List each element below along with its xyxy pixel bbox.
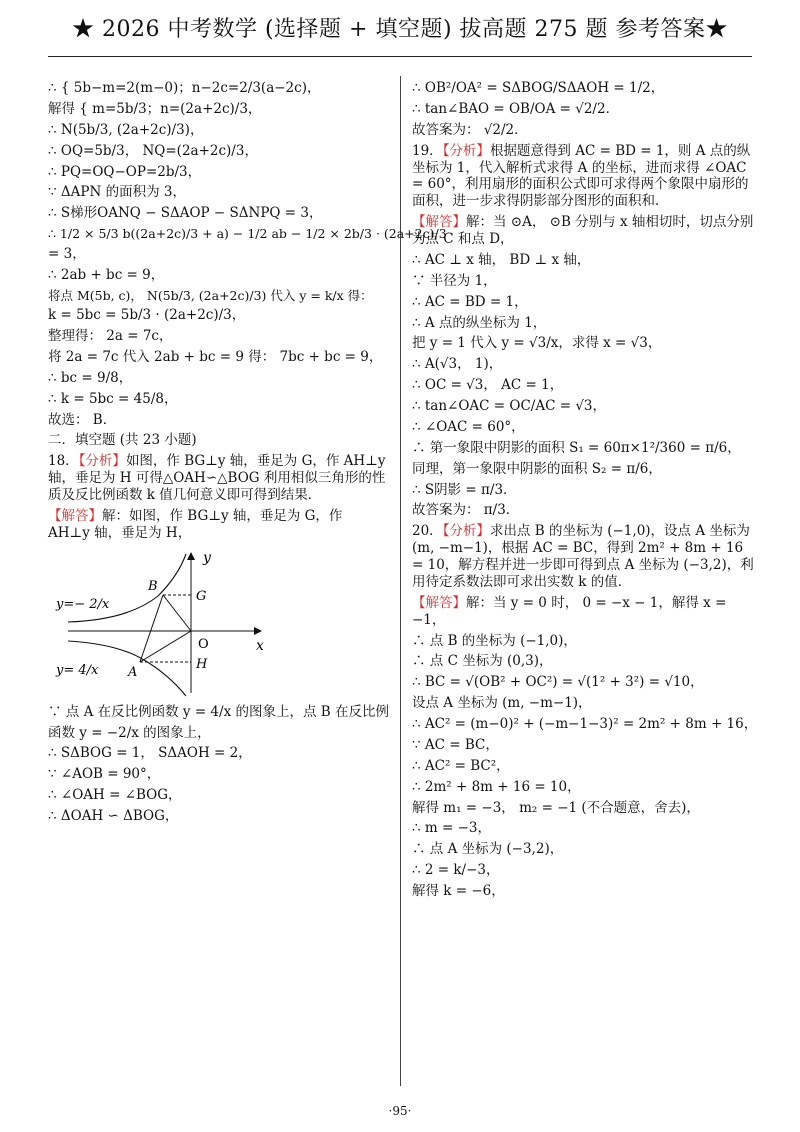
text-line: 故选： B． [48,411,117,428]
text-line: ∵ 半径为 1， [412,272,497,289]
analysis-text: 根据题意得到 AC = BD = 1，则 A 点的纵坐标为 1，代入解析式求得 A 的坐标，进而求得 ∠OAC = 60°，利用扇形的面积公式即可求得两个象限中扇形的面积，进一步求得阴影部分图形的面积和． [412,142,751,210]
q19-analysis [412,141,757,213]
answer-tag: 【解答】 [412,594,466,611]
text-line: ∴ m = −3， [412,820,491,837]
text-line: ∴ AC ⊥ x 轴， BD ⊥ x 轴， [412,251,591,268]
text-line: ∴ { 5b−m=2(m−0)；n−2c=2/3(a−2c)， [48,80,321,96]
segment-oa [140,631,191,662]
analysis-text: 求出点 B 的坐标为 (−1,0)，设点 A 坐标为 (m, −m−1)，根据 AC = BC，得到 2m² + 8m + 16 = 10，解方程并进一步即可得到点 A 坐标为 (−3,2)，利用待定系数法即可求出实数 k 的值． [412,523,754,590]
text-line: 函数 y = −2/x 的图象上， [48,724,211,741]
text-line: 把 y = 1 代入 y = √3/x，求得 x = √3， [412,335,662,352]
right-column [412,78,757,902]
segment-ob [163,595,191,631]
text-line: ∴ 2m² + 8m + 16 = 10， [412,778,581,795]
text-line: 将 2a = 7c 代入 2ab + bc = 9 得： 7bc + bc = 9， [48,348,383,365]
answer-text: 解：如图，作 BG⊥y 轴，垂足为 G，作 AH⊥y 轴，垂足为 H， [48,507,343,541]
origin-label: O [198,636,209,652]
y-axis-label: y [203,549,211,566]
answer-tag: 【解答】 [48,507,102,524]
analysis-tag: 【分析】 [78,453,126,470]
text-line: 设点 A 坐标为 (m, −m−1)， [412,695,592,712]
answer-text: 解：当 y = 0 时， 0 = −x − 1，解得 x = −1， [412,594,727,628]
text-line: ∴ S阴影 = π/3． [412,481,517,498]
analysis-tag: 【分析】 [442,142,490,159]
text-line: ∴ 点 A 坐标为 (−3,2)， [412,841,564,858]
text-line: 故答案为： π/3． [412,502,520,519]
text-line: ∴ ∠OAH = ∠BOG， [48,787,182,804]
text-line: ∴ AC² = (m−0)² + (−m−1−3)² = 2m² + 8m + 16， [412,716,758,732]
question-number: 20． [412,523,443,540]
q18-analysis [48,451,388,506]
text-line: ∵ 点 A 在反比例函数 y = 4/x 的图象上，点 B 在反比例 [48,703,389,720]
q19-answer [412,212,757,250]
text-line: ∵ AC = BC， [412,736,499,753]
text-line: 解得 { m=5b/3；n=(2a+2c)/3， [48,100,262,117]
text-line: ∴ ΔOAH ∽ ΔBOG， [48,808,179,824]
text-line: 同理，第一象限中阴影的面积 S₂ = π/6， [412,460,662,477]
text-line: ∴ PQ=OQ−OP=2b/3， [48,163,202,180]
text-line: ∴ OB²/OA² = SΔBOG/SΔAOH = 1/2， [412,80,665,96]
text-line: ∴ 点 C 坐标为 (0,3)， [412,653,553,670]
answer-tag: 【解答】 [412,214,466,231]
text-line: ∴ SΔBOG = 1， SΔAOH = 2， [48,745,252,762]
text-line: ∴ N(5b/3, (2a+2c)/3)， [48,121,204,138]
text-line: ∴ bc = 9/8， [48,369,133,386]
q20-analysis [412,521,757,593]
point-h-label: H [196,656,208,672]
text-line: ∴ AC² = BC²， [412,757,510,774]
text-line: ∴ OQ=5b/3， NQ=(2a+2c)/3， [48,142,258,159]
text-line: ∴ S梯形OANQ − SΔAOP − SΔNPQ = 3， [48,205,323,222]
text-line: ∴ 2ab + bc = 9， [48,266,165,283]
header-rule [48,56,752,57]
q20-answer [412,593,757,631]
text-line: ∴ OC = √3， AC = 1， [412,377,564,394]
text-line: ∴ 1/2 × 5/3 b((2a+2c)/3 + a) − 1/2 ab − 1/2 × 2b/3 · (2a+2c)/3 [48,226,447,242]
question-number: 18． [48,453,79,470]
text-line: ∴ 第一象限中阴影的面积 S₁ = 60π×1²/360 = π/6， [412,439,741,456]
lower-curve-label: y= 4/x [56,662,99,678]
text-line: 解得 m₁ = −3， m₂ = −1 (不合题意，舍去)， [412,799,700,816]
text-line: ∴ k = 5bc = 45/8， [48,390,178,407]
text-line: 将点 M(5b, c)， N(5b/3, (2a+2c)/3) 代入 y = k/x 得： [48,287,373,303]
x-axis-label: x [256,637,264,654]
text-line: ∴ tan∠OAC = OC/AC = √3， [412,398,607,414]
text-line: ∴ A(√3， 1)， [412,356,503,373]
x-axis-arrow [254,627,262,635]
section-heading: 二．填空题 (共 23 小题) [48,432,197,449]
q18-diagram [48,548,348,698]
q18-answer [48,506,388,544]
point-a-label: A [128,664,138,680]
analysis-tag: 【分析】 [442,523,490,540]
text-line: ∵ ∠AOB = 90°， [48,766,161,783]
text-line: ∴ 2 = k/−3， [412,862,500,879]
text-line: 整理得： 2a = 7c， [48,328,173,344]
text-line: ∴ 点 B 的坐标为 (−1,0)， [412,632,577,649]
point-g-label: G [196,588,207,604]
text-line: ∴ AC = BD = 1， [412,293,528,310]
text-line: ∴ tan∠BAO = OB/OA = √2/2． [412,100,620,117]
text-line: ∵ ΔAPN 的面积为 3， [48,184,186,201]
answer-text: 解：当 ⊙A， ⊙B 分别与 x 轴相切时，切点分别为点 C 和点 D， [412,214,754,247]
page-header: ★ 2026 中考数学 (选择题 + 填空题) 拔高题 275 题 参考答案★ [71,17,729,42]
text-line: ∴ A 点的纵坐标为 1， [412,314,547,331]
text-line: 故答案为： √2/2． [412,121,528,138]
text-line: k = 5bc = 5b/3 · (2a+2c)/3， [48,307,246,324]
page-number: ·95· [388,1104,412,1118]
text-line: ∴ ∠OAC = 60°， [412,418,525,435]
analysis-text: 如图，作 BG⊥y 轴，垂足为 G，作 AH⊥y 轴，垂足为 H 可得△OAH∽△BOG 利用相似三角形的性质及反比例函数 k 值几何意义即可得到结果． [48,453,386,503]
upper-curve-label: y=− 2/x [56,596,110,612]
point-b-label: B [148,578,158,594]
question-number: 19． [412,142,443,159]
text-line: 解得 k = −6， [412,883,505,899]
y-axis-arrow [187,552,195,560]
text-line: ∴ BC = √(OB² + OC²) = √(1² + 3²) = √10， [412,674,704,691]
text-line: = 3， [48,245,86,262]
